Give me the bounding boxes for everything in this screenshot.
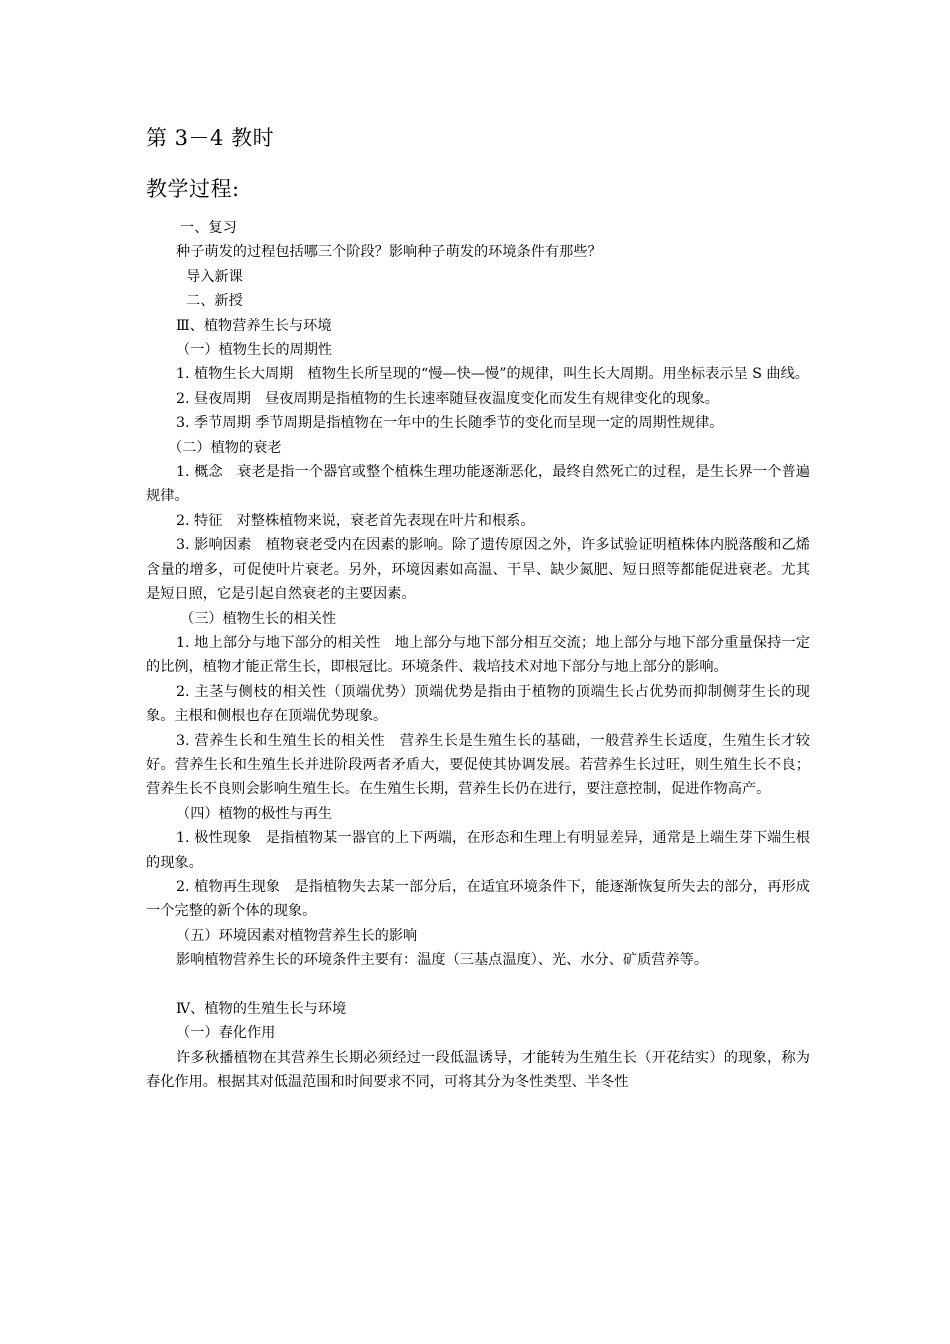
paragraph: 影响植物营养生长的环境条件主要有：温度（三基点温度）、光、水分、矿质营养等。	[176, 952, 709, 969]
subsection-heading: （四）植物的极性与再生	[176, 805, 333, 822]
paragraph: 3. 影响因素 植物衰老受内在因素的影响。除了遗传原因之外，许多试验证明植株体内脱落酸和乙烯含量的增多，可促使叶片衰老。另外，环境因素如高温、干旱、缺少氮肥、短日照等都能促进衰老。尤其是短日照，它是引起自然衰老的主要因素。	[146, 537, 810, 603]
paragraph: 1. 极性现象 是指植物某一器官的上下两端，在形态和生理上有明显差异，通常是上端生芽下端生根的现象。	[146, 830, 810, 871]
review-question: 种子萌发的过程包括哪三个阶段？影响种子萌发的环境条件有那些？	[176, 244, 602, 261]
subsection-heading: （三）植物生长的相关性	[180, 610, 337, 627]
subsection-heading: （一）春化作用	[176, 1025, 276, 1042]
section-new-teaching-heading: 二、新授	[186, 293, 243, 310]
chapter-iv-heading: Ⅳ、植物的生殖生长与环境	[176, 1000, 347, 1017]
paragraph: 1. 地上部分与地下部分的相关性 地上部分与地下部分相互交流；地上部分与地下部分重量保持一定的比例，植物才能正常生长，即根冠比。环境条件、栽培技术对地下部分与地上部分的影响。	[146, 634, 810, 676]
paragraph: 2. 主茎与侧枝的相关性（顶端优势）顶端优势是指由于植物的顶端生长占优势而抑制侧芽生长的现象。主根和侧根也存在顶端优势现象。	[146, 683, 810, 725]
paragraph: 3. 季节周期 季节周期是指植物在一年中的生长随季节的变化而呈现一定的周期性规律。	[176, 415, 724, 432]
paragraph: 2. 特征 对整株植物来说，衰老首先表现在叶片和根系。	[176, 512, 535, 529]
lesson-title: 第 3－4 教时	[146, 126, 275, 150]
blank-line	[146, 973, 810, 997]
chapter-iii-heading: Ⅲ、植物营养生长与环境	[176, 317, 332, 334]
document-body	[146, 216, 810, 1095]
paragraph: 许多秋播植物在其营养生长期必须经过一段低温诱导，才能转为生殖生长（开花结实）的现象，称为春化作用。根据其对低温范围和时间要求不同，可将其分为冬性类型、半冬性	[146, 1049, 810, 1091]
new-lesson-intro: 导入新课	[186, 268, 243, 285]
paragraph: 1. 概念 衰老是指一个器官或整个植株生理功能逐渐恶化，最终自然死亡的过程，是生长界一个普遍规律。	[146, 464, 810, 505]
section-review-heading: 一、复习	[180, 220, 237, 236]
paragraph: 1. 植物生长大周期 植物生长所呈现的“慢—快—慢”的规律，叫生长大周期。用坐标表示呈 S 曲线。	[176, 366, 809, 383]
paragraph: 2. 植物再生现象 是指植物失去某一部分后，在适宜环境条件下，能逐渐恢复所失去的部分，再形成一个完整的新个体的现象。	[146, 878, 810, 920]
paragraph: 2. 昼夜周期 昼夜周期是指植物的生长速率随昼夜温度变化而发生有规律变化的现象。	[176, 390, 719, 407]
subsection-heading: （一）植物生长的周期性	[176, 342, 333, 359]
paragraph: 3. 营养生长和生殖生长的相关性 营养生长是生殖生长的基础，一般营养生长适度，生殖生长才较好。营养生长和生殖生长并进阶段两者矛盾大，要促使其协调发展。若营养生长过旺，则生殖生长不良；营养生长不良则会影响生殖生长。在生殖生长期，营养生长仍在进行，要注意控制，促进作物高产。	[146, 732, 810, 798]
subsection-heading: （五）环境因素对植物营养生长的影响	[176, 927, 418, 944]
subsection-heading: （二）植物的衰老	[168, 439, 282, 456]
process-heading: 教学过程:	[146, 177, 240, 201]
